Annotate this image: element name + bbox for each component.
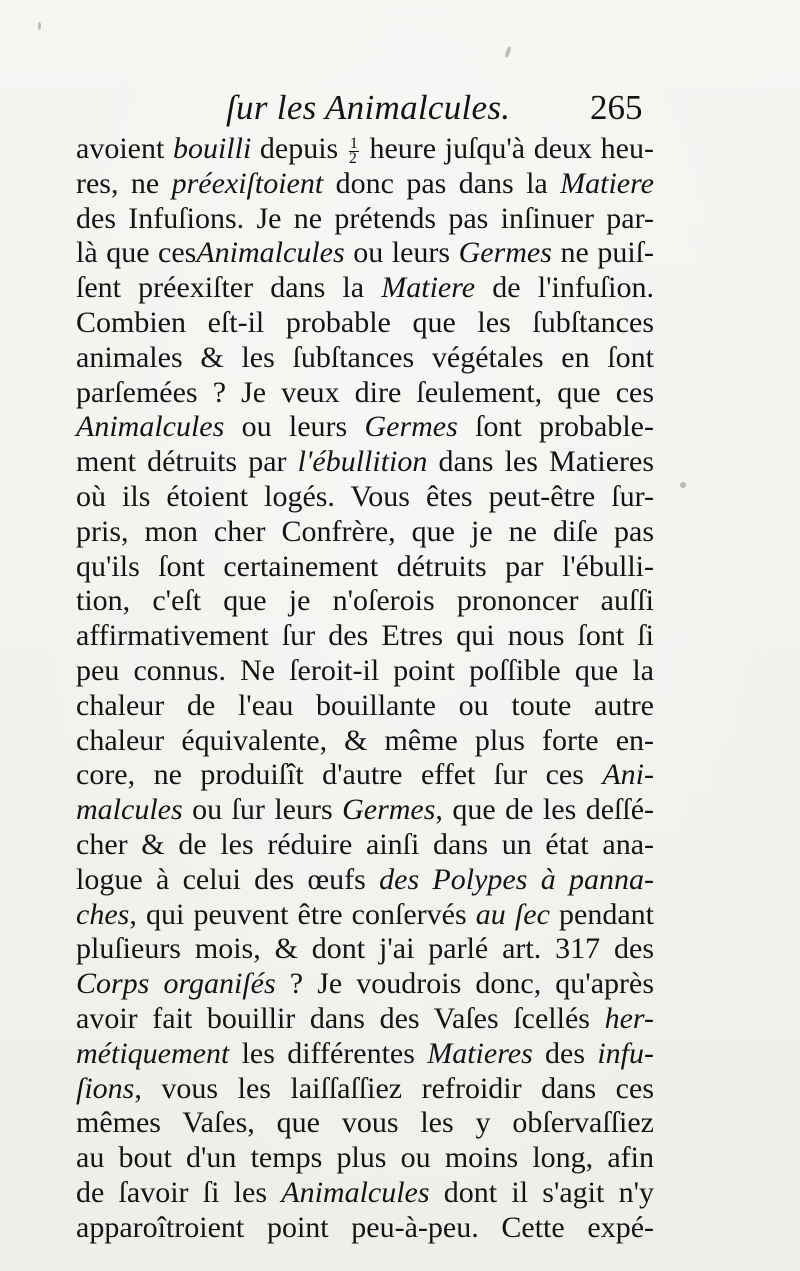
roman-text: des Infuſions. Je ne prétends pas inſinuer par-: [76, 201, 654, 235]
italic-text: Animalcules: [76, 410, 225, 444]
roman-text: de l'infuſion.: [475, 271, 654, 305]
italic-text: Ani-: [602, 758, 654, 792]
italic-text: her-: [604, 1001, 654, 1035]
text-line: [76, 619, 654, 654]
text-line: [76, 584, 654, 619]
roman-text: ne puiſ-: [551, 236, 654, 270]
italic-text: Animalcules: [281, 1175, 430, 1209]
roman-text: dans les Matieres: [427, 445, 654, 479]
text-line: [76, 1002, 654, 1037]
page-speck: [38, 22, 41, 30]
roman-text: ? Je voudrois donc, qu'après: [275, 967, 654, 1001]
italic-text: Corps organiſés: [76, 967, 276, 1001]
fraction: [348, 134, 359, 167]
italic-text: préexiſtoient: [171, 166, 324, 200]
roman-text: animales & les ſubſtances végétales en ſont: [76, 340, 654, 374]
roman-text: chaleur de l'eau bouillante ou toute autre: [76, 688, 654, 722]
text-line: [76, 828, 654, 863]
italic-text: l'ébullition: [297, 445, 428, 479]
text-line: [76, 863, 654, 898]
roman-text: cher & de les réduire ainſi dans un état ana-: [76, 827, 654, 861]
roman-text: ou ſur leurs: [182, 793, 343, 827]
roman-text: avoient: [76, 132, 173, 165]
text-line: [76, 1037, 654, 1072]
italic-text: Germes: [458, 236, 552, 270]
text-line: [76, 410, 654, 445]
text-line: [76, 1106, 654, 1141]
roman-text: qu'ils ſont certainement détruits par l'ébulli-: [76, 549, 654, 583]
roman-text: ſent préexiſter dans la: [76, 271, 382, 305]
roman-text: , vous les laiſſaſſiez refroidir dans ces: [134, 1071, 654, 1105]
roman-text: ſont probable-: [457, 410, 654, 444]
fraction-denominator: 2: [348, 149, 357, 167]
italic-text: Matiere: [560, 166, 654, 200]
italic-text: au ſec: [475, 897, 550, 931]
roman-text: logue à celui des œufs: [76, 862, 380, 896]
text-line: [76, 341, 654, 376]
roman-text: dont il s'agit n'y: [429, 1175, 654, 1209]
roman-text: les différentes: [229, 1036, 428, 1070]
italic-text: Matiere: [381, 271, 476, 305]
text-line: [76, 1176, 654, 1211]
text-line: [76, 724, 654, 759]
text-line: [76, 480, 654, 515]
roman-text: ou leurs: [224, 410, 365, 444]
text-line: [76, 898, 654, 933]
text-line: [76, 202, 654, 237]
italic-text: Animalcules: [196, 236, 345, 270]
roman-text: au bout d'un temps plus ou moins long, afin: [76, 1141, 654, 1175]
page-number: 265: [590, 88, 643, 127]
roman-text: pris, mon cher Confrère, que je ne diſe pas: [76, 514, 654, 548]
italic-text: Matieres: [427, 1036, 533, 1070]
roman-text: où ils étoient logés. Vous êtes peut-être ſur-: [76, 479, 654, 513]
italic-text: des Polypes à panna-: [379, 862, 654, 896]
italic-text: ſions: [76, 1071, 135, 1105]
italic-text: Germes: [364, 410, 458, 444]
text-line: [76, 236, 654, 271]
text-line: [76, 445, 654, 480]
roman-text: pendant: [549, 897, 655, 931]
text-line: [76, 1211, 654, 1246]
roman-text: res, ne: [76, 166, 172, 200]
italic-text: infu-: [597, 1036, 654, 1070]
roman-text: peu connus. Ne ſeroit-il point poſſible que la: [76, 653, 654, 687]
roman-text: core, ne produiſît d'autre effet ſur ces: [76, 758, 603, 792]
text-line: [76, 793, 654, 828]
roman-text: heure juſqu'à deux heu-: [360, 132, 654, 165]
roman-text: Combien eſt-il probable que les ſubſtances: [76, 305, 654, 339]
roman-text: des: [532, 1036, 598, 1070]
text-line: [76, 550, 654, 585]
roman-text: mêmes Vaſes, que vous les y obſervaſſiez: [76, 1106, 654, 1140]
italic-text: malcules: [76, 793, 183, 827]
text-line: [76, 967, 654, 1002]
roman-text: , qui peuvent être conſervés: [129, 897, 476, 931]
running-head: ſur les Animalcules.: [226, 88, 511, 127]
text-line: [76, 167, 654, 202]
roman-text: , que de les deſſé-: [435, 793, 654, 827]
roman-text: là que ces: [76, 236, 197, 270]
italic-text: ches: [76, 897, 130, 931]
roman-text: parſemées ? Je veux dire ſeulement, que ces: [76, 375, 654, 409]
text-line: [76, 932, 654, 967]
roman-text: ou leurs: [344, 236, 459, 270]
roman-text: avoir fait bouillir dans des Vaſes ſcellés: [76, 1001, 605, 1035]
page-speck: [680, 482, 686, 488]
italic-text: Germes: [342, 793, 436, 827]
roman-text: donc pas dans la: [323, 166, 561, 200]
roman-text: depuis: [251, 132, 347, 165]
text-line: [76, 132, 654, 167]
roman-text: tion, c'eſt que je n'oſerois prononcer auſſi: [76, 584, 654, 618]
text-line: [76, 306, 654, 341]
roman-text: chaleur équivalente, & même plus forte en-: [76, 723, 654, 757]
text-line: [76, 271, 654, 306]
body-text: [76, 132, 654, 1246]
fraction-numerator: 1: [349, 134, 358, 152]
page-speck: [504, 46, 512, 59]
roman-text: apparoîtroient point peu-à-peu. Cette expé-: [76, 1210, 654, 1244]
italic-text: bouilli: [172, 132, 252, 165]
text-line: [76, 1141, 654, 1176]
roman-text: pluſieurs mois, & dont j'ai parlé art. 317 des: [76, 932, 654, 966]
text-line: [76, 515, 654, 550]
text-line: [76, 376, 654, 411]
roman-text: affirmativement ſur des Etres qui nous ſont ſi: [76, 619, 654, 653]
page-header: [0, 88, 800, 134]
italic-text: métiquement: [76, 1036, 230, 1070]
text-line: [76, 1072, 654, 1107]
text-line: [76, 758, 654, 793]
text-line: [76, 654, 654, 689]
roman-text: de ſavoir ſi les: [76, 1175, 282, 1209]
text-line: [76, 689, 654, 724]
roman-text: ment détruits par: [76, 445, 298, 479]
